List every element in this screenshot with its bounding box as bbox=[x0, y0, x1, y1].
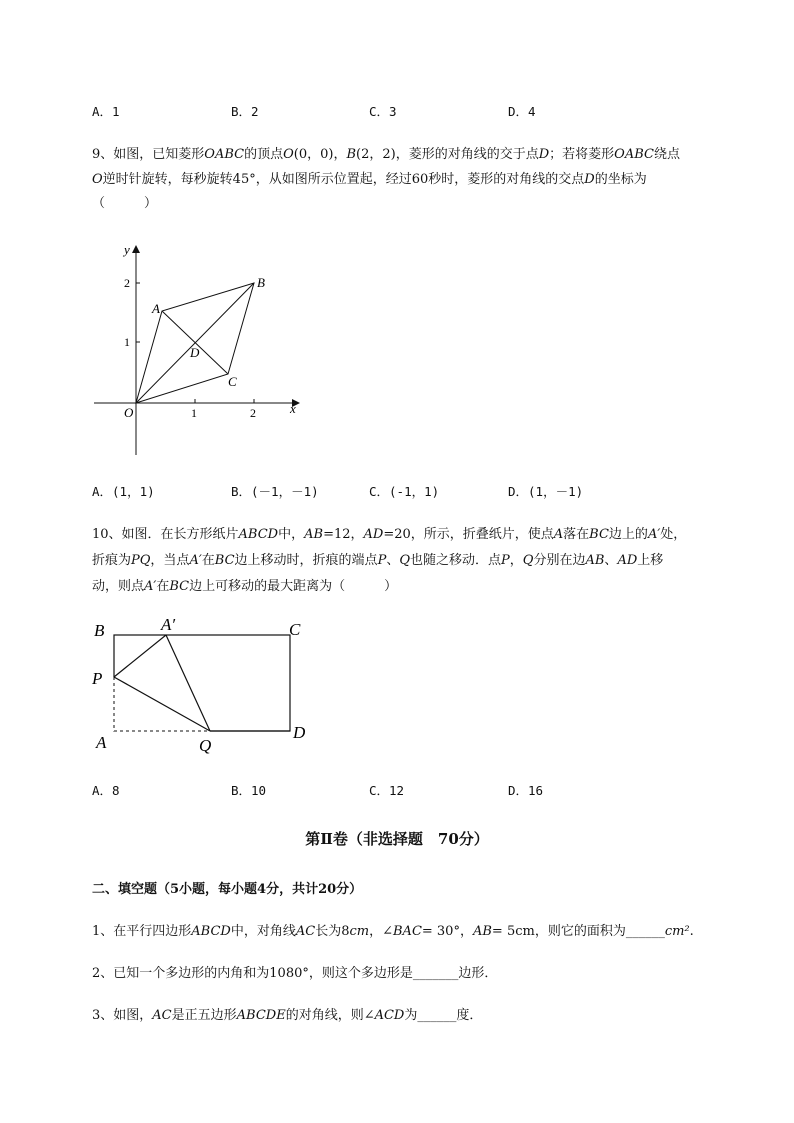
q9-tick-x-2: 2 bbox=[250, 406, 256, 420]
q10-line-pq bbox=[114, 677, 210, 731]
q10-label-c: C bbox=[289, 620, 301, 639]
q9-line-3: （ ） bbox=[92, 196, 158, 211]
q10-label-d: D bbox=[293, 723, 306, 742]
q8-option-d: D．4 bbox=[508, 104, 536, 119]
q10-rectangle-figure bbox=[88, 610, 328, 760]
q9-label-o: O bbox=[124, 405, 134, 420]
q10-option-d: D．16 bbox=[508, 783, 544, 798]
q10-label-b: B bbox=[94, 621, 105, 640]
q9-label-b: B bbox=[257, 275, 265, 290]
q9-label-d: D bbox=[190, 345, 200, 360]
q8-option-c: C．3 bbox=[369, 104, 397, 119]
q10-label-a: A bbox=[96, 733, 107, 752]
q10-line-1: 10、如图．在长方形纸片ABCD中，AB=12，AD=20，所示，折叠纸片，使点A落在BC边上的A′处， bbox=[92, 527, 687, 542]
fill-question-2: 2、已知一个多边形的内角和为1080°，则这个多边形是_______边形． bbox=[92, 966, 498, 981]
q9-diagonal-ac bbox=[162, 311, 228, 374]
q10-label-q: Q bbox=[199, 736, 212, 755]
q8-option-a: A．1 bbox=[92, 104, 120, 119]
q9-option-b: B．(－1，－1) bbox=[231, 484, 319, 499]
q10-line-2: 折痕为PQ，当点A′在BC边上移动时，折痕的端点P、Q也随之移动．点P，Q分别在边AB、AD上移 bbox=[92, 553, 664, 568]
q9-rhombus-figure bbox=[90, 237, 310, 462]
q9-tick-x-1: 1 bbox=[191, 406, 197, 420]
part-2-title: 第Ⅱ卷（非选择题 70分） bbox=[305, 830, 489, 848]
section-2-heading: 二、填空题（5小题，每小题4分，共计20分） bbox=[92, 882, 363, 897]
q9-tick-y-1: 1 bbox=[124, 335, 130, 349]
q10-label-p: P bbox=[92, 669, 103, 688]
q9-label-c: C bbox=[228, 374, 237, 389]
fill-question-1: 1、在平行四边形ABCD中，对角线AC长为8cm，∠BAC= 30°，AB= 5cm，则它的面积为______cm². bbox=[92, 924, 694, 939]
q9-option-c: C．(-1，1) bbox=[369, 484, 440, 499]
q9-option-d: D．(1，－1) bbox=[508, 484, 584, 499]
q10-rectangle bbox=[114, 635, 290, 731]
q8-option-b: B．2 bbox=[231, 104, 259, 119]
q9-label-y: y bbox=[124, 242, 130, 257]
q10-line-pa-prime bbox=[114, 635, 166, 677]
q9-line-1: 9、如图，已知菱形OABC的顶点O(0，0)，B(2，2)，菱形的对角线的交于点D；若将菱形OABC绕点 bbox=[92, 147, 680, 162]
q10-line-3: 动，则点A′在BC边上可移动的最大距离为（ ） bbox=[92, 579, 398, 594]
q9-tick-y-2: 2 bbox=[124, 276, 130, 290]
q10-line-a-prime-q bbox=[166, 635, 210, 731]
q10-label-a-prime: A′ bbox=[161, 615, 176, 634]
fill-question-3: 3、如图，AC是正五边形ABCDE的对角线，则∠ACD为______度． bbox=[92, 1008, 483, 1023]
q10-option-a: A．8 bbox=[92, 783, 120, 798]
q10-option-b: B．10 bbox=[231, 783, 267, 798]
q10-option-c: C．12 bbox=[369, 783, 405, 798]
q9-label-x: x bbox=[290, 401, 296, 416]
q9-label-a: A bbox=[152, 301, 160, 316]
q9-option-a: A．(1，1) bbox=[92, 484, 155, 499]
q9-line-2: O逆时针旋转，每秒旋转45°，从如图所示位置起，经过60秒时，菱形的对角线的交点D的坐标为 bbox=[92, 172, 647, 187]
